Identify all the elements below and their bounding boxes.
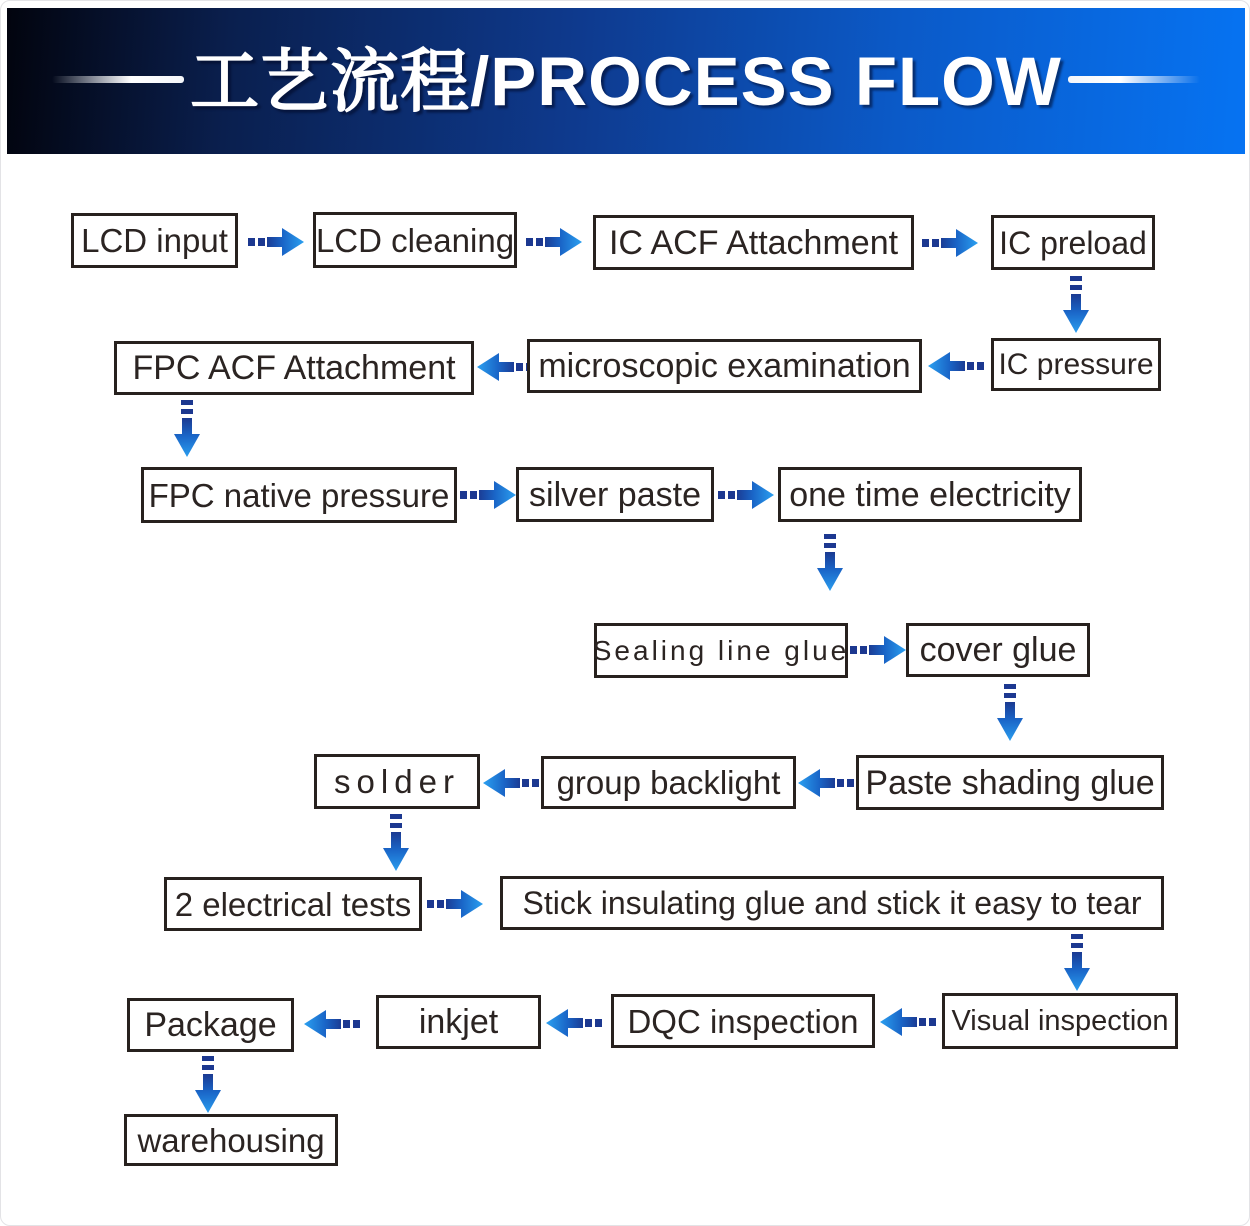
header-decor-line-left	[52, 76, 184, 83]
page-title: 工艺流程/PROCESS FLOW	[190, 42, 1062, 120]
flow-arrow-left-icon	[928, 351, 984, 381]
flow-node-lcd-input: LCD input	[71, 213, 238, 268]
flow-node-stick-insulating-glue: Stick insulating glue and stick it easy to tear	[500, 876, 1164, 930]
flow-arrow-down-icon	[381, 814, 411, 872]
flow-node-solder: solder	[314, 754, 480, 809]
flow-node-ic-preload: IC preload	[991, 215, 1155, 270]
flow-node-fpc-acf-attachment: FPC ACF Attachment	[114, 341, 474, 395]
flow-arrow-left-icon	[798, 768, 854, 798]
flow-node-visual-inspection: Visual inspection	[942, 993, 1178, 1049]
flow-arrow-down-icon	[172, 400, 202, 458]
flow-node-package: Package	[127, 998, 294, 1052]
flow-arrow-left-icon	[546, 1008, 602, 1038]
flow-arrow-left-icon	[880, 1007, 936, 1037]
flow-node-silver-paste: silver paste	[516, 467, 714, 522]
flow-node-warehousing: warehousing	[124, 1114, 338, 1166]
flow-node-dqc-inspection: DQC inspection	[611, 994, 875, 1048]
flow-arrow-down-icon	[1062, 934, 1092, 992]
flow-arrow-right-icon	[850, 635, 906, 665]
flow-arrow-left-icon	[483, 768, 539, 798]
flow-arrow-down-icon	[193, 1056, 223, 1114]
flow-arrow-right-icon	[526, 227, 582, 257]
flow-arrow-left-icon	[304, 1009, 360, 1039]
flow-arrow-right-icon	[460, 480, 516, 510]
flow-arrow-down-icon	[815, 534, 845, 592]
flow-node-two-electrical-tests: 2 electrical tests	[164, 877, 422, 931]
flow-node-lcd-cleaning: LCD cleaning	[313, 212, 517, 268]
flow-node-sealing-line-glue: Sealing line glue	[594, 623, 848, 678]
flow-arrow-down-icon	[995, 684, 1025, 742]
flow-arrow-right-icon	[922, 228, 978, 258]
flow-node-paste-shading-glue: Paste shading glue	[856, 755, 1164, 810]
flow-node-ic-acf-attachment: IC ACF Attachment	[593, 215, 914, 270]
flow-node-group-backlight: group backlight	[541, 756, 796, 809]
flow-node-fpc-native-pressure: FPC native pressure	[141, 467, 457, 523]
header-decor-line-right	[1068, 76, 1200, 83]
flow-node-cover-glue: cover glue	[906, 623, 1090, 677]
flow-arrow-right-icon	[427, 889, 483, 919]
flow-arrow-left-icon	[477, 352, 533, 382]
flow-arrow-down-icon	[1061, 276, 1091, 334]
flow-node-inkjet: inkjet	[376, 995, 541, 1049]
header-banner	[7, 8, 1245, 154]
flow-node-microscopic-examination: microscopic examination	[527, 339, 922, 393]
flow-node-one-time-electricity: one time electricity	[778, 467, 1082, 522]
flow-node-ic-pressure: IC pressure	[991, 338, 1161, 391]
flow-arrow-right-icon	[248, 227, 304, 257]
flow-arrow-right-icon	[718, 480, 774, 510]
